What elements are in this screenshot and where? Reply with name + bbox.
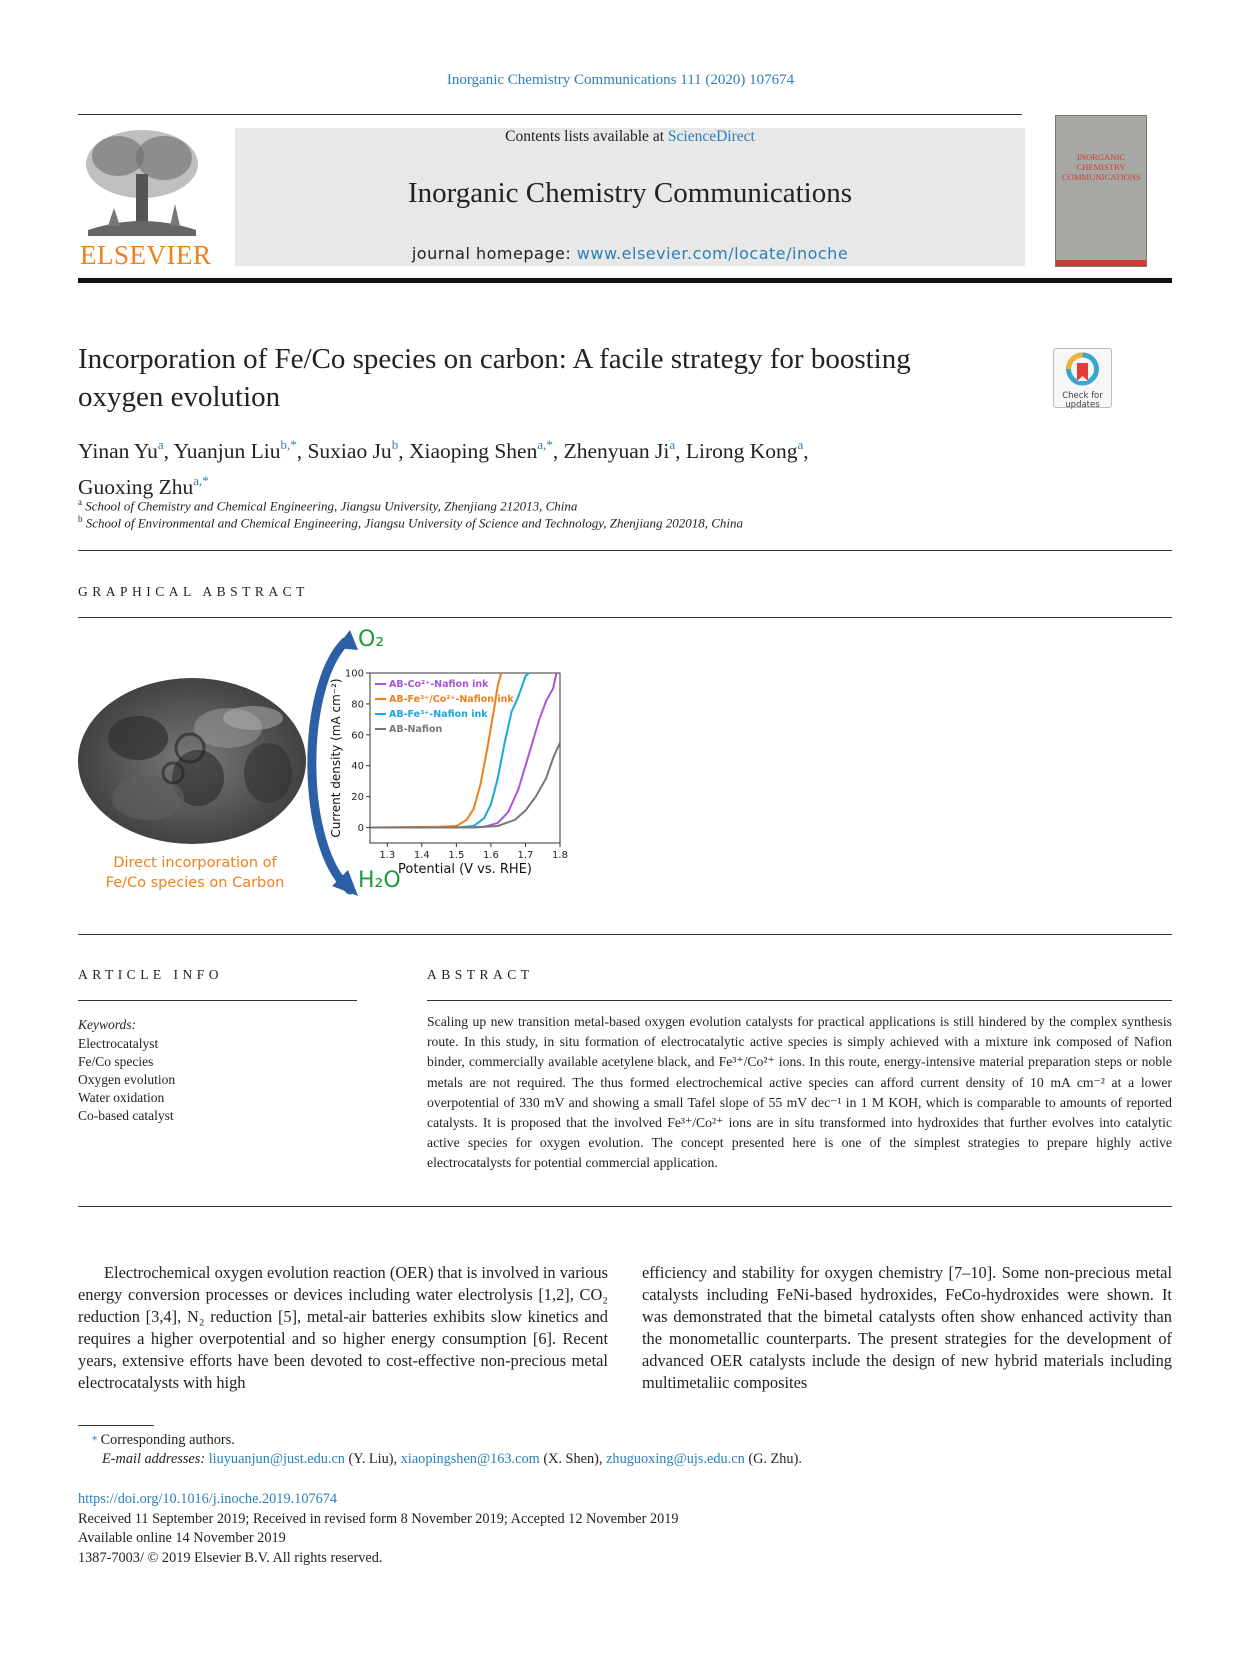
footnote-rule [78,1425,154,1426]
body-column-2: efficiency and stability for oxygen chemistry [7–10]. Some non-precious metal catalysts including FeNi-based hydroxides, FeCo-hydroxides were shown. It was demonstrated that the bimetal catalysts often show enhanced activity than the monometallic counterparts. The present strategies for the development of advanced OER catalysts include the design of new hybrid materials including multimetaliic composites [642,1263,1172,1392]
crossmark-label-1: Check for [1062,391,1103,401]
author[interactable]: Yinan Yu$^a$ [78,437,164,463]
x-tick-label: 1.5 [448,850,465,861]
keyword: Electrocatalyst [78,1036,159,1051]
x-tick-label: 1.8 [552,850,568,861]
keyword: Co-based catalyst [78,1108,174,1123]
lsv-chart [315,665,595,885]
abstract-text: Scaling up new transition metal-based oxygen evolution catalysts for practical applications is still hindered by the complex synthesis route. In this study, in situ formation of electrocatalytic active species is simply achieved with a mixture ink composed of Nafion binder, commercially available acetylene black, and Fe³⁺/Co²⁺ ions. In this route, energy-intensive material preparation steps or noble metals are not required. The thus formed electrochemical active species can afford current density of 10 mA cm⁻² at a lower overpotential of 330 mV and showing a small Tafel slope of 55 mV dec⁻¹ in 1 M KOH, which is comparable to amounts of reported catalysts. It is proposed that the involved Fe³⁺/Co²⁺ ions are in situ transformed into hydroxides that further evolves into catalytic active species for oxygen evolution. The concept presented here is one of the simplest strategies to prepare highly active electrocatalysts for potential commercial application. [427,1014,1172,1171]
header-top-rule [78,114,1022,115]
journal-title: Inorganic Chemistry Communications [407,177,853,209]
homepage-line [235,244,1025,263]
x-tick-label: 1.7 [517,850,534,861]
online-date: Available online 14 November 2019 [78,1530,286,1546]
legend-label: AB-Nafion [389,724,443,735]
rule-after-abstract [78,1206,1172,1207]
crossmark-icon [1054,349,1111,387]
keywords-list [78,1035,175,1125]
sciencedirect-link[interactable]: ScienceDirect [667,128,755,145]
tem-micrograph [78,678,306,849]
h2o-label: H₂O [358,868,401,893]
legend-label: AB-Fe³⁺/Co²⁺-Nafion ink [389,694,514,705]
ga-caption: Direct incorporation of Fe/Co species on Carbon [105,855,285,891]
y-tick-label: 80 [351,699,364,711]
x-tick-label: 1.6 [482,850,499,861]
email-link[interactable]: xiaopingshen@163.com [400,1451,540,1467]
legend-label: AB-Fe³⁺-Nafion ink [389,709,488,720]
author[interactable]: Lirong Kong$^a$ [685,437,804,463]
graphical-abstract-heading: GRAPHICAL ABSTRACT [78,584,309,599]
journal-reference[interactable]: Inorganic Chemistry Communications 111 (2020) 107674 [446,72,795,88]
cover-title: INORGANIC CHEMISTRY COMMUNICATIONS [1062,152,1141,182]
received-dates: Received 11 September 2019; Received in revised form 8 November 2019; Accepted 12 November 2019 [78,1510,679,1527]
header-thick-rule [78,278,1172,283]
author[interactable]: Yuanjun Liu$^{b,*}$ [173,437,297,463]
cover-bar [1056,260,1146,266]
title-line-2: oxygen evolution [78,381,281,413]
article-info-heading: ARTICLE INFO [78,967,224,982]
elsevier-tree-logo [78,126,206,238]
affiliation-a: $^a$ School of Chemistry and Chemical Engineering, Jiangsu University, Zhenjiang 212013, China [78,497,578,514]
abstract-heading: ABSTRACT [427,967,534,982]
author[interactable]: Zhenyuan Ji$^a$ [563,437,676,463]
email-link[interactable]: zhuguoxing@ujs.edu.cn [606,1451,745,1467]
elsevier-wordmark: ELSEVIER [80,240,212,270]
rule-after-ga-heading [78,617,1172,618]
rule-after-ga [78,934,1172,935]
check-for-updates-badge[interactable] [1053,348,1112,408]
legend-label: AB-Co²⁺-Nafion ink [389,679,489,690]
email-link[interactable]: liuyuanjun@just.edu.cn [208,1451,345,1467]
author[interactable]: Xiaoping Shen$^{a,*}$ [408,437,553,463]
rule-abstract [427,1000,1172,1001]
corresponding-note: ⁎ Corresponding authors. [92,1432,235,1448]
author[interactable]: Suxiao Ju$^b$ [307,437,399,463]
doi-link[interactable]: https://doi.org/10.1016/j.inoche.2019.107674 [78,1491,338,1507]
rule-after-affiliations [78,550,1172,551]
copyright: 1387-7003/ © 2019 Elsevier B.V. All rights reserved. [78,1549,383,1566]
affiliation-b: $^b$ School of Environmental and Chemical Engineering, Jiangsu University of Science and Technology, Zhenjiang 202018, China [78,514,744,531]
body-column-1: Electrochemical oxygen evolution reaction (OER) that is involved in various energy conversion processes or devices including water electrolysis [1,2], CO₂ reduction [3,4], N₂ reduction [5], metal-air batteries exhibits slow kinetics and requires a higher overpotential and so higher energy consumption [6]. Recent years, extensive efforts have been devoted to cost-effective non-precious metal electrocatalysts with high [78,1263,608,1392]
keyword: Water oxidation [78,1090,165,1105]
crossmark-label-2: updates [1065,400,1100,410]
y-tick-label: 100 [344,668,364,680]
y-tick-label: 60 [351,730,364,742]
keywords-label: Keywords: [78,1017,136,1032]
article-meta [78,1490,679,1568]
x-tick-label: 1.3 [379,850,396,861]
homepage-prefix: journal homepage: [411,244,577,263]
contents-prefix: Contents lists available at [505,128,668,145]
series-line [370,743,560,828]
keyword: Fe/Co species [78,1054,154,1069]
o2-label: O₂ [358,627,385,652]
x-axis-label: Potential (V vs. RHE) [397,862,533,877]
journal-cover-thumbnail[interactable] [1055,115,1147,267]
rule-article-info [78,1000,357,1001]
title-line-1: Incorporation of Fe/Co species on carbon: A facile strategy for boosting [78,343,911,375]
homepage-link[interactable]: www.elsevier.com/locate/inoche [576,244,849,263]
y-tick-label: 0 [357,823,364,835]
x-tick-label: 1.4 [413,850,430,861]
y-tick-label: 40 [351,761,364,773]
contents-line [235,128,1025,146]
y-axis-label: Current density (mA cm⁻²) [329,678,343,838]
author-list: Yinan Yu$^a$, Yuanjun Liu$^{b,*}$, Suxiao Ju$^b$, Xiaoping Shen$^{a,*}$, Zhenyuan Ji$^a$, Lirong Kong$^a$, Guoxing Zhu$^{a,*}$ [78,437,809,499]
article-title [78,340,1008,416]
keyword: Oxygen evolution [78,1072,176,1087]
y-tick-label: 20 [351,792,364,804]
email-note: E-mail addresses: liuyuanjun@just.edu.cn (Y. Liu), xiaopingshen@163.com (X. Shen), zhuguoxing@ujs.edu.cn (G. Zhu). [102,1451,802,1467]
author[interactable]: Guoxing Zhu$^{a,*}$ [78,473,209,499]
